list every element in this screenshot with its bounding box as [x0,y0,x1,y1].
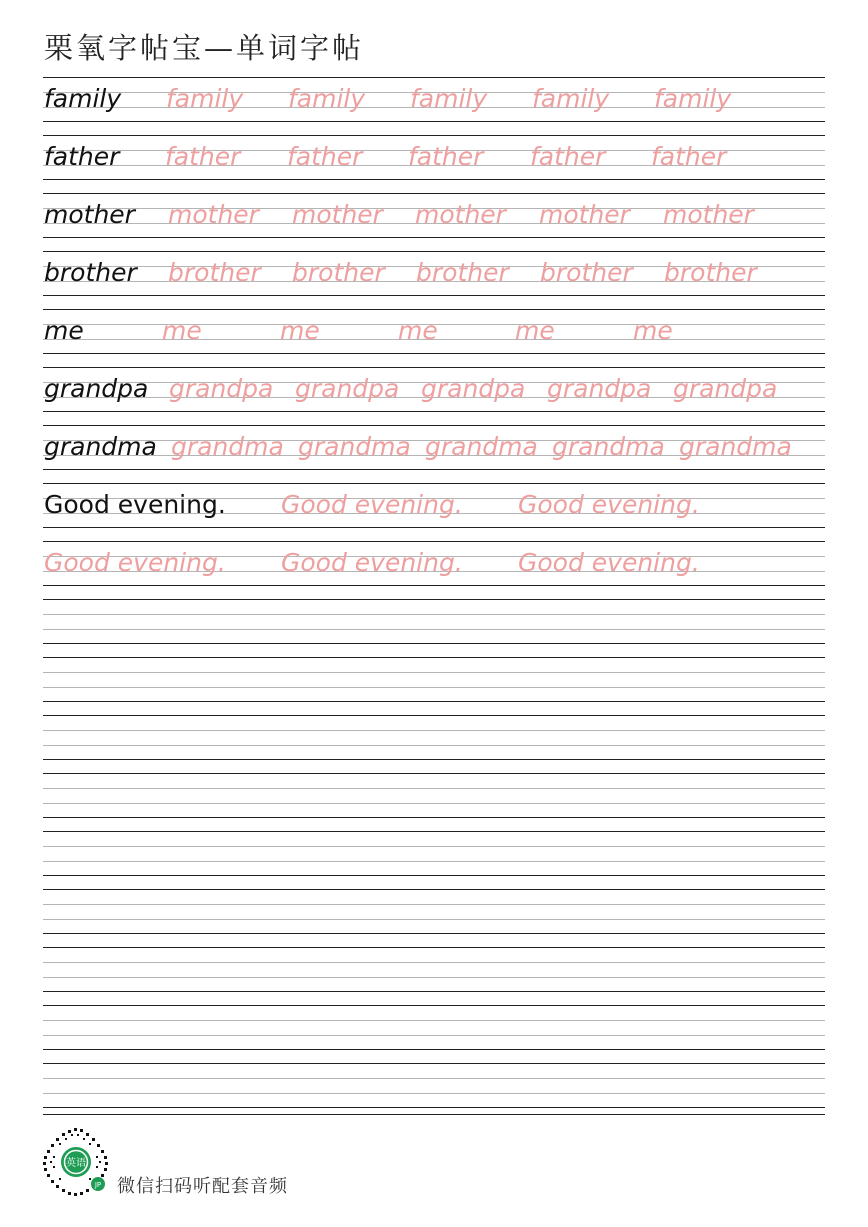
model-word: family [44,84,122,113]
trace-word: brother [168,258,261,287]
model-word: grandma [44,432,157,461]
trace-word: family [288,84,366,113]
scan-caption: 微信扫码听配套音频 [117,1176,288,1197]
trace-phrase: Good evening. [44,548,226,577]
trace-phrase: Good evening. [281,490,463,519]
trace-word: father [530,142,606,171]
trace-word: father [408,142,484,171]
trace-word: mother [168,200,259,229]
rule-base [43,295,825,296]
practice-row-phrase [43,483,825,541]
practice-sheet [43,77,825,1121]
trace-word: brother [540,258,633,287]
practice-row-grandma [43,425,825,483]
qr-code-icon[interactable] [40,1126,112,1198]
trace-phrase: Good evening. [518,490,700,519]
badge-label: 英语 [66,1158,86,1169]
practice-row-father [43,135,825,193]
practice-row-family [43,77,825,135]
trace-word: grandma [171,432,284,461]
trace-word: grandpa [547,374,652,403]
blank-row [43,831,825,889]
model-word: grandpa [44,374,149,403]
trace-word: me [162,316,202,345]
trace-word: mother [663,200,754,229]
trace-word: grandpa [673,374,778,403]
model-word: brother [44,258,137,287]
trace-word: grandma [425,432,538,461]
practice-row-brother [43,251,825,309]
trace-word: grandma [679,432,792,461]
trace-word: grandpa [295,374,400,403]
model-word: father [44,142,120,171]
blank-row [43,1005,825,1063]
practice-row-me [43,309,825,367]
model-phrase: Good evening. [44,490,226,519]
rule-base [43,585,825,586]
trace-word: family [410,84,488,113]
model-word: me [44,316,84,345]
trace-word: grandma [298,432,411,461]
trace-word: mother [292,200,383,229]
blank-row [43,599,825,657]
blank-row [43,715,825,773]
bottom-rule [43,1114,825,1115]
rule-base [43,237,825,238]
trace-word: family [654,84,732,113]
rule-base [43,353,825,354]
trace-word: father [651,142,727,171]
rule-base [43,411,825,412]
blank-row [43,657,825,715]
rule-base [43,527,825,528]
footer [40,1126,440,1198]
practice-row-phrase-trace [43,541,825,599]
trace-word: grandma [552,432,665,461]
blank-row [43,889,825,947]
trace-word: family [532,84,610,113]
rule-base [43,121,825,122]
trace-word: me [398,316,438,345]
trace-phrase: Good evening. [518,548,700,577]
blank-row [43,773,825,831]
trace-word: grandpa [169,374,274,403]
rule-base [43,469,825,470]
trace-word: brother [416,258,509,287]
trace-phrase: Good evening. [281,548,463,577]
model-word: mother [44,200,135,229]
practice-row-mother [43,193,825,251]
blank-row [43,947,825,1005]
trace-word: mother [415,200,506,229]
trace-word: me [280,316,320,345]
trace-word: father [165,142,241,171]
trace-word: brother [292,258,385,287]
trace-word: grandpa [421,374,526,403]
rule-base [43,179,825,180]
trace-word: father [287,142,363,171]
trace-word: family [166,84,244,113]
badge-sub-label: JP [94,1181,102,1189]
trace-word: mother [539,200,630,229]
trace-word: me [515,316,555,345]
trace-word: brother [664,258,757,287]
practice-row-grandpa [43,367,825,425]
blank-row [43,1063,825,1121]
page-title: 栗氧字帖宝—单词字帖 [44,31,365,65]
trace-word: me [633,316,673,345]
